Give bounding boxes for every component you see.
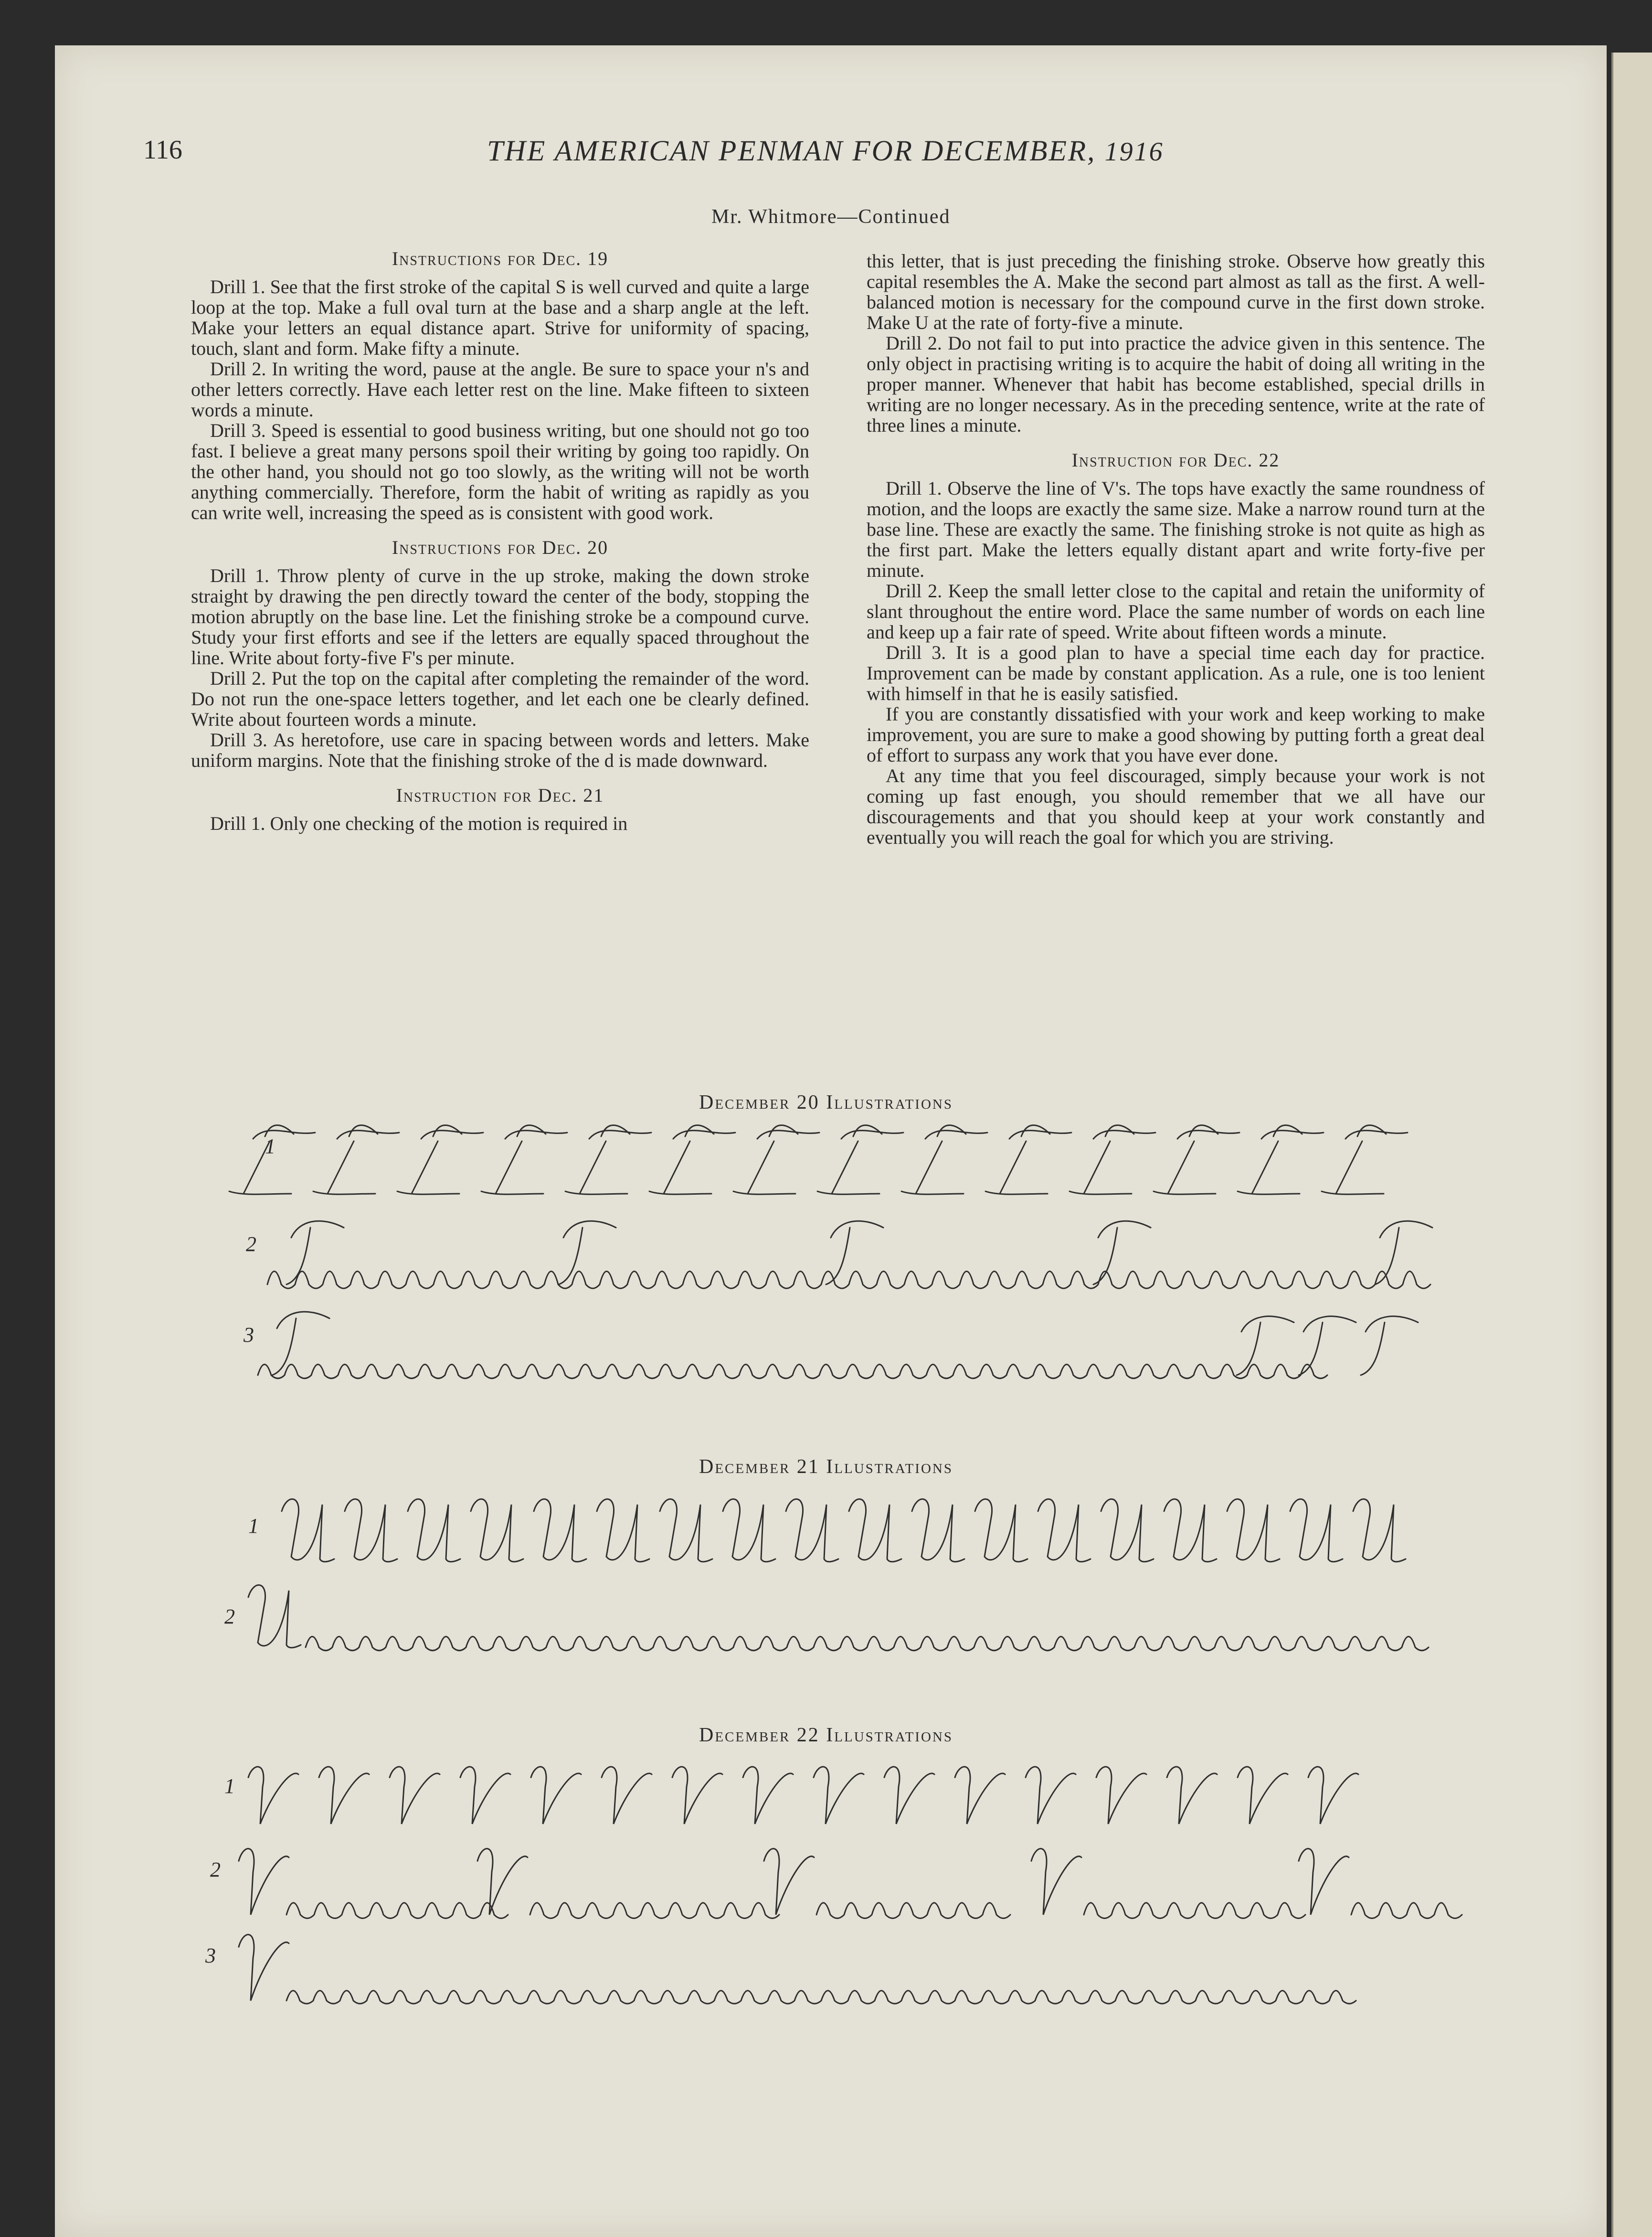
pen-stroke bbox=[421, 1131, 483, 1139]
pen-stroke bbox=[649, 1191, 711, 1194]
pen-stroke bbox=[597, 1499, 649, 1562]
pen-stroke bbox=[1290, 1499, 1343, 1562]
pen-stroke bbox=[496, 1141, 522, 1194]
pen-stroke bbox=[253, 1131, 315, 1139]
pen-stroke bbox=[1167, 1767, 1217, 1824]
pen-stroke bbox=[471, 1499, 523, 1562]
pen-stroke bbox=[258, 1365, 1327, 1378]
pen-stroke bbox=[955, 1767, 1005, 1824]
pen-stroke bbox=[412, 1141, 438, 1194]
pen-stroke bbox=[1322, 1191, 1384, 1194]
paragraph: Drill 2. Do not fail to put into practice the advice given in this sentence. The only object in practising writing is to acquire the habit of doing all writing in the proper manner. Whenever that habit has become established, special drills in writing are no longer necessary. As in the preceding sentence, write at the rate of three lines a minute. bbox=[867, 332, 1485, 436]
paragraph: If you are constantly dissatisfied with your work and keep working to make improvement, you are sure to make a good showing by putting forth a great deal of effort to surpass any work that you have ever done. bbox=[867, 703, 1485, 766]
pen-stroke bbox=[884, 1767, 934, 1824]
pen-stroke bbox=[673, 1131, 735, 1139]
pen-stroke bbox=[244, 1141, 270, 1194]
pen-stroke bbox=[565, 1191, 627, 1194]
line-number: 1 bbox=[224, 1774, 235, 1798]
pen-stroke bbox=[841, 1131, 903, 1139]
pen-stroke bbox=[481, 1191, 543, 1194]
specimen-dec21-line2 bbox=[248, 1585, 1429, 1651]
pen-stroke bbox=[1096, 1767, 1146, 1824]
pen-stroke bbox=[723, 1499, 775, 1562]
pen-stroke bbox=[239, 1849, 289, 1915]
pen-stroke bbox=[1084, 1141, 1110, 1194]
pen-stroke bbox=[306, 1637, 1429, 1651]
pen-stroke bbox=[390, 1767, 440, 1824]
pen-stroke bbox=[337, 1131, 399, 1139]
paragraph: Drill 2. Keep the small letter close to the capital and retain the uniformity of slant throughout the entire word. Place the same number of words on each line and keep up a fair rate of speed. Write about fifteen words a minute. bbox=[867, 580, 1485, 643]
line-number: 2 bbox=[246, 1232, 256, 1256]
pen-stroke bbox=[912, 1499, 964, 1562]
pen-stroke bbox=[328, 1141, 354, 1194]
pen-stroke bbox=[786, 1499, 838, 1562]
pen-stroke bbox=[672, 1767, 722, 1824]
pen-stroke bbox=[985, 1191, 1048, 1194]
illustrations-title-dec-22: December 22 Illustrations bbox=[699, 1724, 953, 1746]
pen-stroke bbox=[1070, 1191, 1132, 1194]
pen-stroke bbox=[397, 1191, 459, 1194]
pen-stroke bbox=[530, 1903, 779, 1919]
pen-stroke bbox=[916, 1141, 942, 1194]
specimen-dec20-line3 bbox=[258, 1312, 1418, 1378]
pen-stroke bbox=[1084, 1903, 1305, 1919]
pen-stroke bbox=[901, 1191, 964, 1194]
pen-stroke bbox=[1299, 1316, 1356, 1375]
pen-stroke bbox=[817, 1191, 879, 1194]
pen-stroke bbox=[589, 1131, 651, 1139]
pen-stroke bbox=[1227, 1499, 1280, 1562]
pen-stroke bbox=[1177, 1131, 1239, 1139]
paragraph: Drill 3. As heretofore, use care in spacing between words and letters. Make uniform margins. Note that the finishing stroke of the d is made downward. bbox=[191, 729, 809, 771]
line-number: 3 bbox=[205, 1944, 216, 1967]
illustrations-title-dec-20: December 20 Illustrations bbox=[699, 1092, 953, 1113]
pen-stroke bbox=[1252, 1141, 1278, 1194]
specimen-dec20-line2 bbox=[267, 1221, 1432, 1288]
pen-stroke bbox=[1299, 1849, 1349, 1915]
pen-stroke bbox=[286, 1221, 344, 1284]
pen-stroke bbox=[849, 1499, 901, 1562]
pen-stroke bbox=[286, 1903, 508, 1919]
section-heading: Instruction for Dec. 21 bbox=[396, 785, 604, 806]
specimen-dec22-line2 bbox=[239, 1849, 1462, 1919]
pen-stroke bbox=[239, 1935, 289, 2001]
running-head-year: 1916 bbox=[1104, 137, 1164, 167]
pen-stroke bbox=[664, 1141, 690, 1194]
line-number: 1 bbox=[248, 1514, 259, 1537]
paragraph: Drill 2. In writing the word, pause at the angle. Be sure to space your n's and other letters correctly. Have each letter rest on the line. Make fifteen to sixteen words a minute. bbox=[191, 358, 809, 421]
pen-stroke bbox=[1168, 1141, 1194, 1194]
pen-stroke bbox=[925, 1131, 987, 1139]
pen-stroke bbox=[1164, 1499, 1217, 1562]
paragraph: this letter, that is just preceding the finishing stroke. Observe how greatly this capital resembles the A. Make the second part almost as tall as the first. A well-balanced motion is necessary for the compound curve in the first down stroke. Make U at the rate of forty-five a minute. bbox=[867, 250, 1485, 333]
pen-stroke bbox=[1353, 1499, 1406, 1562]
pen-stroke bbox=[248, 1585, 301, 1648]
running-head-title: THE AMERICAN PENMAN FOR DECEMBER, bbox=[487, 135, 1096, 167]
pen-stroke bbox=[286, 1991, 1356, 2004]
pen-stroke bbox=[826, 1221, 883, 1284]
pen-stroke bbox=[460, 1767, 510, 1824]
pen-stroke bbox=[229, 1191, 291, 1194]
specimen-dec22-line1 bbox=[248, 1767, 1358, 1824]
byline: Mr. Whitmore—Continued bbox=[711, 206, 951, 228]
section-heading: Instructions for Dec. 19 bbox=[392, 248, 609, 269]
pen-stroke bbox=[660, 1499, 712, 1562]
pen-stroke bbox=[814, 1767, 864, 1824]
pen-stroke bbox=[505, 1131, 567, 1139]
pen-stroke bbox=[1336, 1141, 1362, 1194]
illustrations-title-dec-21: December 21 Illustrations bbox=[699, 1456, 953, 1478]
specimen-dec20-line1 bbox=[229, 1125, 1408, 1195]
pen-stroke bbox=[748, 1141, 774, 1194]
pen-stroke bbox=[733, 1191, 795, 1194]
pen-stroke bbox=[1308, 1767, 1358, 1824]
pen-stroke bbox=[1101, 1499, 1154, 1562]
pen-stroke bbox=[1261, 1131, 1324, 1139]
line-number: 2 bbox=[224, 1605, 235, 1628]
specimen-dec22-line3 bbox=[239, 1935, 1356, 2004]
pen-stroke bbox=[816, 1903, 1010, 1919]
pen-stroke bbox=[313, 1191, 375, 1194]
line-number: 1 bbox=[265, 1134, 275, 1158]
pen-stroke bbox=[1238, 1767, 1288, 1824]
pen-stroke bbox=[602, 1767, 652, 1824]
pen-stroke bbox=[757, 1131, 819, 1139]
pen-stroke bbox=[408, 1499, 460, 1562]
section-heading: Instruction for Dec. 22 bbox=[1071, 449, 1280, 471]
paragraph: Drill 2. Put the top on the capital after completing the remainder of the word. Do not run the one-space letters together, and let each one be clearly defined. Write about fourteen words a minute. bbox=[191, 668, 809, 730]
pen-stroke bbox=[1237, 1316, 1294, 1375]
pen-stroke bbox=[1031, 1849, 1081, 1915]
pen-stroke bbox=[1375, 1221, 1432, 1284]
pen-stroke bbox=[975, 1499, 1027, 1562]
paragraph: At any time that you feel discouraged, simply because your work is not coming up fast enough, you should remember that we all have our discouragements and that you should keep at your work constantly and eventually you will reach the goal for which you are striving. bbox=[867, 765, 1485, 848]
pen-stroke bbox=[534, 1499, 586, 1562]
pen-stroke bbox=[832, 1141, 858, 1194]
pen-stroke bbox=[319, 1767, 369, 1824]
pen-stroke bbox=[764, 1849, 814, 1915]
pen-stroke bbox=[1238, 1191, 1300, 1194]
pen-stroke bbox=[743, 1767, 793, 1824]
paragraph: Drill 1. Only one checking of the motion is required in bbox=[210, 813, 628, 834]
paragraph: Drill 3. It is a good plan to have a special time each day for practice. Improvement can be made by constant application. As a rule, one is too lenient with himself in that he is easily satisfied. bbox=[867, 642, 1485, 704]
pen-stroke bbox=[282, 1499, 334, 1562]
line-number: 3 bbox=[244, 1323, 254, 1346]
pen-stroke bbox=[1009, 1131, 1071, 1139]
paragraph: Drill 1. See that the first stroke of the capital S is well curved and quite a large loop at the top. Make a full oval turn at the base and a sharp angle at the left. Make your letters an equal distance apart. Strive for uniformity of spacing, touch, slant and form. Make fifty a minute. bbox=[191, 276, 809, 359]
pen-stroke bbox=[267, 1272, 1430, 1289]
pen-stroke bbox=[1000, 1141, 1026, 1194]
pen-stroke bbox=[1351, 1903, 1462, 1919]
pen-stroke bbox=[248, 1767, 298, 1824]
line-number: 2 bbox=[210, 1858, 221, 1881]
pen-stroke bbox=[1361, 1316, 1418, 1375]
pen-stroke bbox=[1026, 1767, 1076, 1824]
paragraph: Drill 3. Speed is essential to good business writing, but one should not go too fast. I believe a great many persons spoil their writing by going too rapidly. On the other hand, you should not go too slowly, as the writing will not be worth anything commercially. Therefore, form the habit of writing as rapidly as you can write well, increasing the speed as is consistent with good work. bbox=[191, 420, 809, 523]
page-number: 116 bbox=[143, 135, 182, 165]
pen-stroke bbox=[1093, 1131, 1155, 1139]
pen-stroke bbox=[559, 1221, 616, 1284]
pen-stroke bbox=[1154, 1191, 1216, 1194]
paragraph: Drill 1. Observe the line of V's. The tops have exactly the same roundness of motion, and the loops are exactly the same size. Make a narrow round turn at the base line. These are exactly the same. The finishing stroke is not quite as high as the first part. Make the letters equally distant apart and write forty-five per minute. bbox=[867, 477, 1485, 581]
pen-stroke bbox=[1345, 1131, 1408, 1139]
pen-stroke bbox=[580, 1141, 606, 1194]
pen-stroke bbox=[345, 1499, 397, 1562]
paragraph: Drill 1. Throw plenty of curve in the up stroke, making the down stroke straight by drawing the pen directly toward the center of the body, stopping the motion abruptly on the base line. Let the finishing stroke be a compound curve. Study your first efforts and see if the letters are equally spaced throughout the line. Write about forty-five F's per minute. bbox=[191, 565, 809, 668]
specimen-dec21-line1 bbox=[282, 1499, 1406, 1562]
section-heading: Instructions for Dec. 20 bbox=[392, 537, 609, 558]
pen-stroke bbox=[1038, 1499, 1091, 1562]
pen-stroke bbox=[531, 1767, 581, 1824]
